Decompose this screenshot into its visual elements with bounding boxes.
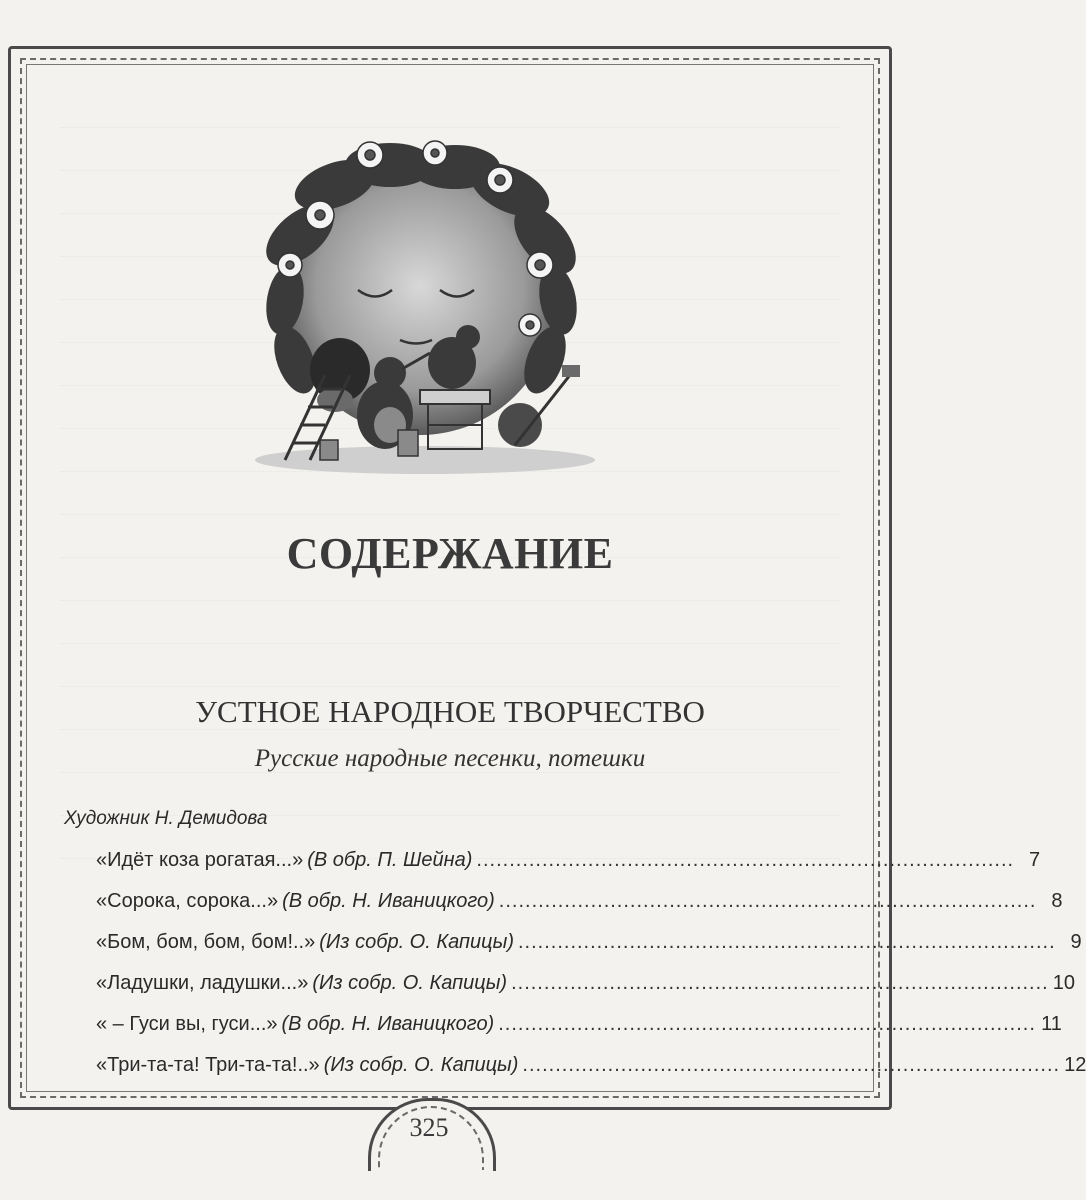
page-title: СОДЕРЖАНИЕ	[286, 529, 614, 578]
page-number: 325	[409, 1113, 449, 1142]
toc-entry[interactable]	[96, 922, 1082, 963]
toc-entry-title: « – Гуси вы, гуси...»	[96, 1013, 278, 1035]
toc-leader-dots: ..................................................................................	[498, 890, 1037, 912]
toc-entry[interactable]	[96, 840, 1041, 881]
toc-entry[interactable]	[96, 963, 1075, 1004]
sun-face-with-flower-wreath-illustration	[240, 125, 600, 485]
toc-leader-dots: ..................................................................................	[522, 1054, 1061, 1076]
section-heading: УСТНОЕ НАРОДНОЕ ТВОРЧЕСТВО	[195, 694, 705, 729]
toc-entry-source: (В обр. Н. Иваницкого)	[282, 890, 495, 912]
toc-leader-dots: ..................................................................................	[517, 931, 1056, 953]
toc-leader-dots: ..................................................................................	[511, 972, 1049, 994]
section-subheading: Русские народные песенки, потешки	[254, 745, 646, 772]
ground-shadow	[255, 446, 595, 474]
toc-entry-title: «Бом, бом, бом, бом!..»	[96, 931, 316, 953]
toc-entry-page: 12	[1064, 1054, 1086, 1076]
toc-entry-title: «Ладушки, ладушки...»	[96, 972, 309, 994]
toc-entry-source: (В обр. П. Шейна)	[307, 849, 473, 871]
toc-entry-title: «Идёт коза рогатая...»	[96, 849, 304, 871]
table-of-contents	[96, 840, 1086, 1086]
toc-entry-page: 7	[1028, 849, 1041, 871]
toc-entry[interactable]	[96, 1004, 1062, 1045]
toc-entry-title: «Три-та-та! Три-та-та!..»	[96, 1054, 320, 1076]
toc-entry-page: 10	[1052, 972, 1075, 994]
toc-leader-dots: ..................................................................................	[498, 1013, 1036, 1035]
toc-entry-page: 9	[1070, 931, 1082, 953]
artist-credit: Художник Н. Демидова	[64, 808, 268, 829]
toc-entry-source: (Из собр. О. Капицы)	[312, 972, 508, 994]
toc-leader-dots: ..................................................................................	[476, 849, 1015, 871]
toc-entry[interactable]	[96, 1045, 1086, 1086]
toc-entry-source: (Из собр. О. Капицы)	[319, 931, 514, 953]
toc-entry-page: 11	[1041, 1013, 1062, 1035]
toc-entry-title: «Сорока, сорока...»	[96, 890, 279, 912]
toc-entry-source: (Из собр. О. Капицы)	[323, 1054, 519, 1076]
toc-entry[interactable]	[96, 881, 1063, 922]
toc-entry-page: 8	[1051, 890, 1063, 912]
toc-entry-source: (В обр. Н. Иваницкого)	[281, 1013, 495, 1035]
